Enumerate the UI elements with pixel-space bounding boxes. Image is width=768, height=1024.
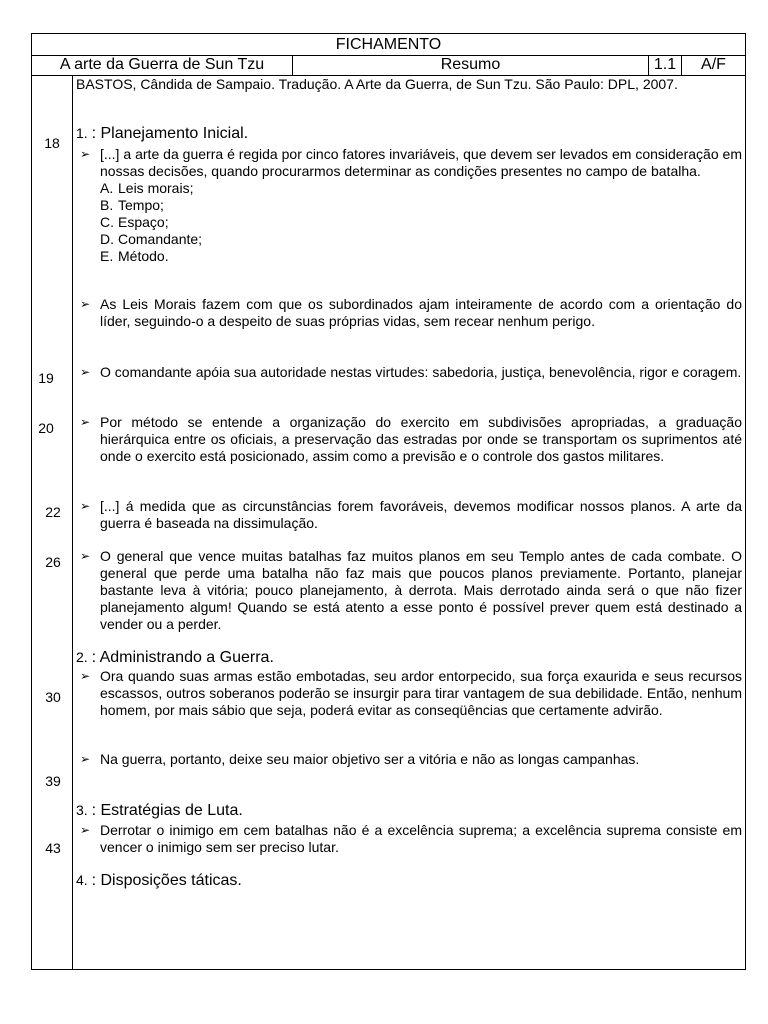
header-row	[32, 55, 745, 76]
quote-text: Na guerra, portanto, deixe seu maior objetivo ser a vitória e não as longas campanhas.	[100, 751, 640, 767]
arrow-bullet-icon: ➢	[80, 365, 91, 379]
section-title: : Administrando a Guerra.	[91, 649, 274, 666]
book-title-cell: A arte da Guerra de Sun Tzu	[32, 55, 293, 75]
page-number: 43	[45, 840, 61, 856]
list-item	[80, 414, 742, 465]
code-cell: A/F	[701, 56, 726, 73]
list-item	[80, 498, 742, 532]
quote-text: O comandante apóia sua autoridade nestas virtudes: sabedoria, justiça, benevolência, rigor e coragem.	[100, 364, 742, 380]
quote-text: [...] a arte da guerra é regida por cinco fatores invariáveis, que devem ser levados em consideração em nossas decisões, quando procurarmos determinar as condições presentes no campo de batalha.	[100, 146, 742, 179]
section-heading	[76, 872, 242, 890]
page-number: 39	[45, 773, 61, 789]
factor-item: E. Método.	[100, 248, 169, 264]
section-number: 1.	[76, 125, 88, 141]
list-item	[80, 548, 742, 633]
arrow-bullet-icon: ➢	[80, 823, 91, 837]
bibliographic-reference: BASTOS, Cândida de Sampaio. Tradução. A Arte da Guerra, de Sun Tzu. São Paulo: DPL, 2007.	[76, 76, 678, 92]
section-title: : Planejamento Inicial.	[91, 125, 249, 142]
factor-item: B. Tempo;	[100, 197, 164, 213]
factor-item: C. Espaço;	[100, 214, 169, 230]
quote-text: [...] á medida que as circunstâncias forem favoráveis, devemos modificar nossos planos. A arte da guerra é baseada na dissimulação.	[100, 498, 742, 531]
factor-list	[100, 180, 742, 265]
section-number: 3.	[76, 802, 88, 818]
list-item	[80, 822, 742, 856]
arrow-bullet-icon: ➢	[80, 415, 91, 429]
quote-text: Derrotar o inimigo em cem batalhas não é a excelência suprema; a excelência suprema consiste em vencer o inimigo sem ser preciso lutar.	[100, 822, 742, 855]
page-number: 18	[44, 135, 60, 151]
arrow-bullet-icon: ➢	[80, 669, 91, 683]
section-title: : Disposições táticas.	[91, 872, 242, 889]
section-number: 4.	[76, 872, 88, 888]
section-heading	[76, 125, 248, 143]
column-divider	[72, 75, 73, 969]
section-heading	[76, 802, 243, 820]
page-number: 30	[45, 689, 61, 705]
factor-item: D. Comandante;	[100, 231, 203, 247]
page-number: 19	[38, 370, 54, 386]
arrow-bullet-icon: ➢	[80, 499, 91, 513]
page-number: 20	[38, 420, 54, 436]
arrow-bullet-icon: ➢	[80, 752, 91, 766]
list-item	[80, 146, 742, 265]
quote-text: As Leis Morais fazem com que os subordinados ajam inteiramente de acordo com a orientação do líder, seguindo-o a despeito de suas próprias vidas, sem recear nenhum perigo.	[100, 296, 742, 329]
arrow-bullet-icon: ➢	[80, 549, 91, 563]
list-item	[80, 751, 742, 768]
quote-text: Por método se entende a organização do exercito em subdivisões apropriadas, a graduação hierárquica entre os oficiais, a preservação das estradas por onde se transportam os suprimentos até onde o exercito está posicionado, assim como a previsão e o controle dos gastos militares.	[100, 414, 742, 464]
arrow-bullet-icon: ➢	[80, 297, 91, 311]
factor-item: A. Leis morais;	[100, 180, 194, 196]
list-item	[80, 364, 742, 381]
quote-text: Ora quando suas armas estão embotadas, seu ardor entorpecido, sua força exaurida e seus recursos escassos, outros soberanos poderão se insurgir para tirar vantagem de sua debilidade. Então, nenhum homem, por mais sábio que seja, poderá evitar as conseqüências que certamente advirão.	[100, 668, 742, 718]
number-cell: 1.1	[649, 55, 682, 75]
page-title: FICHAMENTO	[32, 34, 745, 56]
list-item	[80, 668, 742, 719]
section-number: 2.	[76, 649, 88, 665]
arrow-bullet-icon: ➢	[80, 147, 91, 161]
list-item	[80, 296, 742, 330]
quote-text: O general que vence muitas batalhas faz muitos planos em seu Templo antes de cada combate. O general que perde uma batalha não faz mais que poucos planos previamente. Portanto, planejar bastante leva à vitória; pouco planejamento, à derrota. Mais derrotado ainda será o que não fizer planejamento algum! Quando se está atento a esse ponto é possível prever quem está destinado a vender ou a perder.	[100, 548, 742, 632]
section-title: : Estratégias de Luta.	[91, 802, 243, 819]
section-heading	[76, 649, 274, 667]
page-number: 26	[45, 554, 61, 570]
type-cell: Resumo	[293, 55, 649, 75]
page-number: 22	[45, 504, 61, 520]
